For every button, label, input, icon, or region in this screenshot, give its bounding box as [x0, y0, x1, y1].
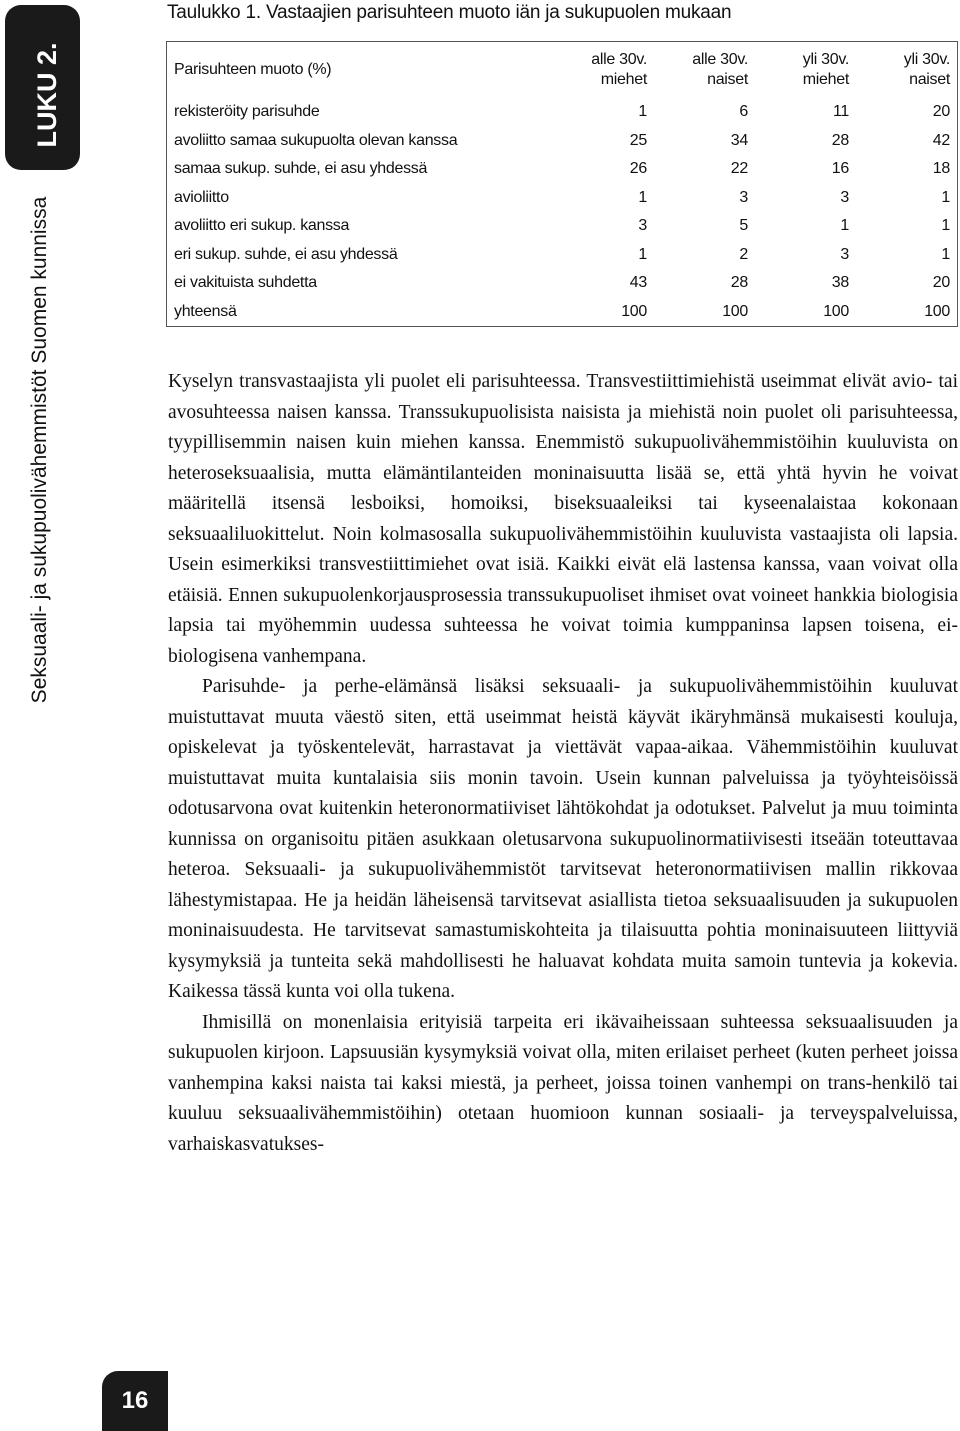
running-title: Seksuaali- ja sukupuolivähemmistöt Suomen kunnissa	[28, 196, 51, 704]
row-label: ei vakituista suhdetta	[167, 269, 554, 298]
table-row	[167, 127, 958, 156]
table-row	[167, 269, 958, 298]
column-header	[553, 42, 654, 99]
table-cell: 28	[654, 269, 755, 298]
table-header-row	[167, 42, 958, 99]
table-row	[167, 155, 958, 184]
table-cell: 6	[654, 98, 755, 127]
table-cell: 1	[856, 241, 958, 270]
table-cell: 1	[553, 184, 654, 213]
table-cell: 18	[856, 155, 958, 184]
row-label: avioliitto	[167, 184, 554, 213]
row-label: avoliitto eri sukup. kanssa	[167, 212, 554, 241]
column-header	[654, 42, 755, 99]
table-cell: 3	[755, 184, 856, 213]
table-cell: 2	[654, 241, 755, 270]
table-cell: 5	[654, 212, 755, 241]
body-text	[168, 367, 958, 1160]
table-cell: 3	[654, 184, 755, 213]
table-cell: 11	[755, 98, 856, 127]
paragraph: Ihmisillä on monenlaisia erityisiä tarpeita eri ikävaiheissaan suhteessa seksuaalisuuden ja sukupuolen kirjoon. Lapsuusiän kysymyksiä voivat olla, miten erilaiset perheet (kuten perheet joissa vanhempina kaksi naista tai kaksi miestä, ja perheet, joissa toinen vanhempi on trans-henkilö tai kuuluu seksuaalivähemmistöihin) otetaan huomioon kunnan sosiaali- ja terveyspalveluissa, varhaiskasvatukses-	[168, 1011, 958, 1155]
table-row	[167, 98, 958, 127]
table-row-total	[167, 298, 958, 327]
column-header-line1: yli 30v.	[802, 51, 849, 68]
table-cell: 3	[755, 241, 856, 270]
table-cell: 1	[553, 241, 654, 270]
row-label: rekisteröity parisuhde	[167, 98, 554, 127]
table-cell: 25	[553, 127, 654, 156]
column-header-line2: miehet	[802, 71, 849, 88]
table-cell: 100	[654, 298, 755, 327]
table-caption: Taulukko 1. Vastaajien parisuhteen muoto iän ja sukupuolen mukaan	[167, 2, 732, 23]
table-cell: 20	[856, 269, 958, 298]
relationship-table	[166, 41, 958, 327]
paragraph: Parisuhde- ja perhe-elämänsä lisäksi seksuaali- ja sukupuolivähemmistöihin kuuluvat muistuttavat muuta väestö siten, että useimmat heistä käyvät ikäryhmänsä mukaisesti kouluja, opiskelevat ja työskentelevät, harrastavat ja viettävät vapaa-aikaa. Vähemmistöihin kuuluvat muistuttavat muita kuntalaisia siis monin tavoin. Usein kunnan palveluissa ja työyhteisöissä odotusarvona ovat kuitenkin heteronormatiiviset lähtökohdat ja odotukset. Palvelut ja muu toiminta kunnissa on organisoitu pitäen asukkaan oletusarvona sukupuolinormatiivisesti itseään toteuttavaa heteroa. Seksuaali- ja sukupuolivähemmistöt tarvitsevat heteronormatiivisen mallin rikkovaa lähestymistapaa. He ja heidän läheisensä tarvitsevat asiallista tietoa seksuaalisuuden ja sukupuolen moninaisuudesta. He tarvitsevat samastumiskohteita ja tilaisuutta pohtia moninaisuuteen liittyviä kysymyksiä ja tunteita sekä mahdollisesti he haluavat kohdata muita samoin tuntevia ja kokevia. Kaikessa tässä kunta voi olla tukena.	[168, 676, 958, 1002]
table-cell: 22	[654, 155, 755, 184]
row-label: avoliitto samaa sukupuolta olevan kanssa	[167, 127, 554, 156]
row-label: yhteensä	[167, 298, 554, 327]
paragraph: Kyselyn transvastaajista yli puolet eli parisuhteessa. Transvestiittimiehistä useimmat elivät avio- tai avosuhteessa naisen kanssa. Transsukupuolisista naisista ja miehistä noin puolet oli parisuhteessa, tyypillisemmin naisen kuin miehen kanssa. Enemmistö sukupuolivähemmistöihin kuuluvista on heteroseksuaalisia, mutta elämäntilanteiden moninaisuutta lisää se, että yhtä hyvin he voivat määritellä itsensä lesboiksi, homoiksi, biseksuaaleiksi tai kyseenalaistaa kokonaan seksuaaliluokittelut. Noin kolmasosalla sukupuolivähemmistöihin kuuluvista vastaajista oli lapsia. Usein esimerkiksi transvestiittimiehet ovat isiä. Kaikki eivät elä lastensa kanssa, vaan voivat olla etäisiä. Ennen sukupuolenkorjausprosessia transsukupuoliset ihmiset ovat voineet hankkia biologisia lapsia tai myöhemmin uudessa suhteessa he voivat toimia kumppaninsa lapsen toisena, ei-biologisena vanhempana.	[168, 371, 958, 667]
header-label: Parisuhteen muoto (%)	[167, 42, 554, 99]
column-header-line2: naiset	[909, 71, 950, 88]
table-cell: 16	[755, 155, 856, 184]
column-header-line1: alle 30v.	[692, 51, 748, 68]
page-number: 16	[102, 1371, 168, 1431]
column-header	[856, 42, 958, 99]
table-cell: 42	[856, 127, 958, 156]
table-cell: 1	[856, 184, 958, 213]
column-header-line2: miehet	[600, 71, 647, 88]
table-cell: 100	[553, 298, 654, 327]
column-header	[755, 42, 856, 99]
table-cell: 3	[553, 212, 654, 241]
table-cell: 100	[755, 298, 856, 327]
column-header-line1: yli 30v.	[903, 51, 950, 68]
table-row	[167, 212, 958, 241]
table-cell: 1	[553, 98, 654, 127]
table-cell: 28	[755, 127, 856, 156]
table-cell: 26	[553, 155, 654, 184]
table-row	[167, 184, 958, 213]
table-cell: 100	[856, 298, 958, 327]
table-cell: 1	[755, 212, 856, 241]
table-cell: 1	[856, 212, 958, 241]
column-header-line1: alle 30v.	[591, 51, 647, 68]
chapter-label: LUKU 2.	[32, 42, 62, 148]
row-label: eri sukup. suhde, ei asu yhdessä	[167, 241, 554, 270]
table-cell: 38	[755, 269, 856, 298]
table-cell: 34	[654, 127, 755, 156]
row-label: samaa sukup. suhde, ei asu yhdessä	[167, 155, 554, 184]
column-header-line2: naiset	[707, 71, 748, 88]
table-cell: 43	[553, 269, 654, 298]
table-row	[167, 241, 958, 270]
table-cell: 20	[856, 98, 958, 127]
